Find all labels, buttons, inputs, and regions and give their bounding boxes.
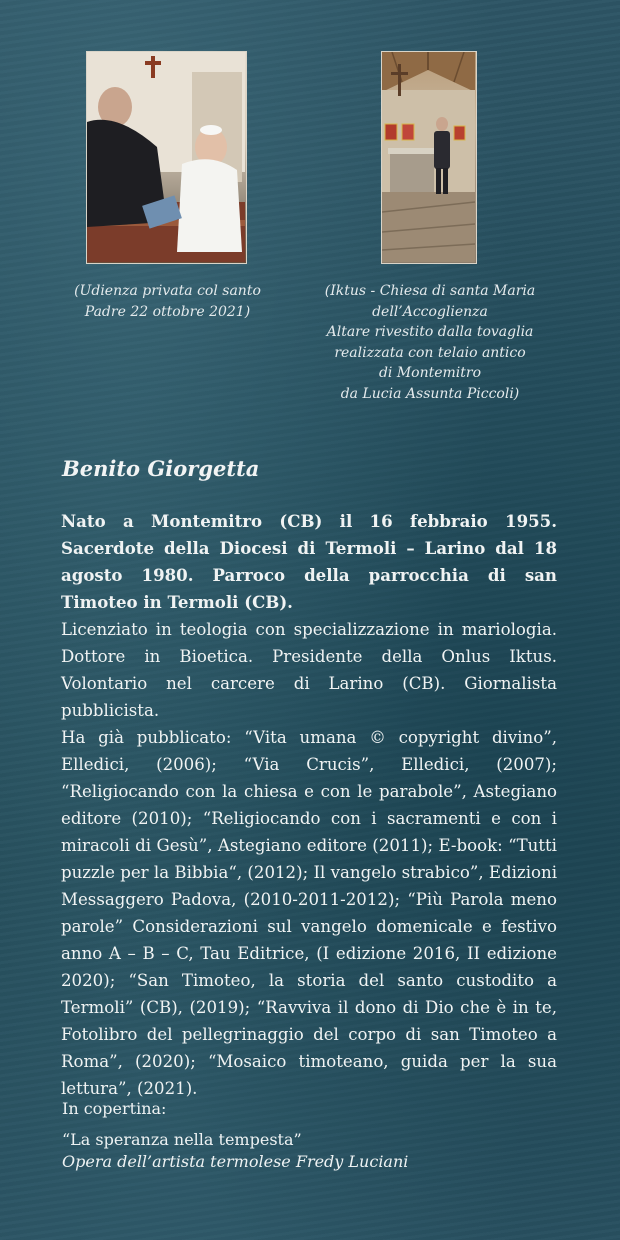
author-biography [61,508,557,1102]
cover-label: In copertina: [62,1099,167,1118]
caption-line: (Udienza privata col santo [74,283,261,299]
cover-credits [62,1098,558,1173]
photo-church-altar-image [382,52,475,262]
caption-line: dell’Accoglienza [372,303,488,320]
bio-intro: Nato a Montemitro (CB) il 16 febbraio 1955. Sacerdote della Diocesi di Termoli – Larino dal 18 agosto 1980. Parroco della parrocchia di san Timoteo in Termoli (CB). [61,511,557,612]
caption-papal-audience [60,281,275,322]
caption-church-altar [314,281,546,404]
caption-line: di Montemitro [378,365,482,381]
caption-line: (Iktus - Chiesa di santa Maria [324,283,536,299]
photo-papal-audience-image [87,52,245,262]
photo-church-altar [381,51,477,264]
caption-line: realizzata con telaio antico [334,344,526,361]
cover-artwork-title: “La speranza nella tempesta” [62,1130,302,1149]
photo-papal-audience [86,51,247,264]
caption-line: da Lucia Assunta Piccoli) [340,385,520,402]
caption-line: Padre 22 ottobre 2021) [84,303,251,320]
author-name: Benito Giorgetta [62,456,260,481]
bio-paragraph-publications: Ha già pubblicato: “Vita umana © copyright divino”, Elledici, (2006); “Via Crucis”, Elledici, (2007); “Religiocando con la chiesa e con le parabole”, Astegiano editore (2010); “Religiocando con i sacramenti e con i miracoli di Gesù”, Astegiano editore (2011); E-book: “Tutti puzzle per la Bibbia“, (2012); Il vangelo strabico”, Edizioni Messaggero Padova, (2010-2011-2012); “Più Parola meno parole” Considerazioni sul vangelo domenicale e festivo anno A – B – C, Tau Editrice, (I edizione 2016, II edizione 2020); “San Timoteo, la storia del santo custodito a Termoli” (CB), (2019); “Ravviva il dono di Dio che è in te, Fotolibro del pellegrinaggio del corpo di san Timoteo a Roma”, (2020); “Mosaico timoteano, guida per la sua lettura”, (2021). [61,728,557,1098]
cover-artist: Opera dell’artista termolese Fredy Luciani [62,1152,409,1171]
bio-paragraph-qualifications: Licenziato in teologia con specializzazione in mariologia. Dottore in Bioetica. Presidente della Onlus Iktus. Volontario nel carcere di Larino (CB). Giornalista pubblicista. [61,620,557,720]
caption-line: Altare rivestito dalla tovaglia [326,324,534,340]
